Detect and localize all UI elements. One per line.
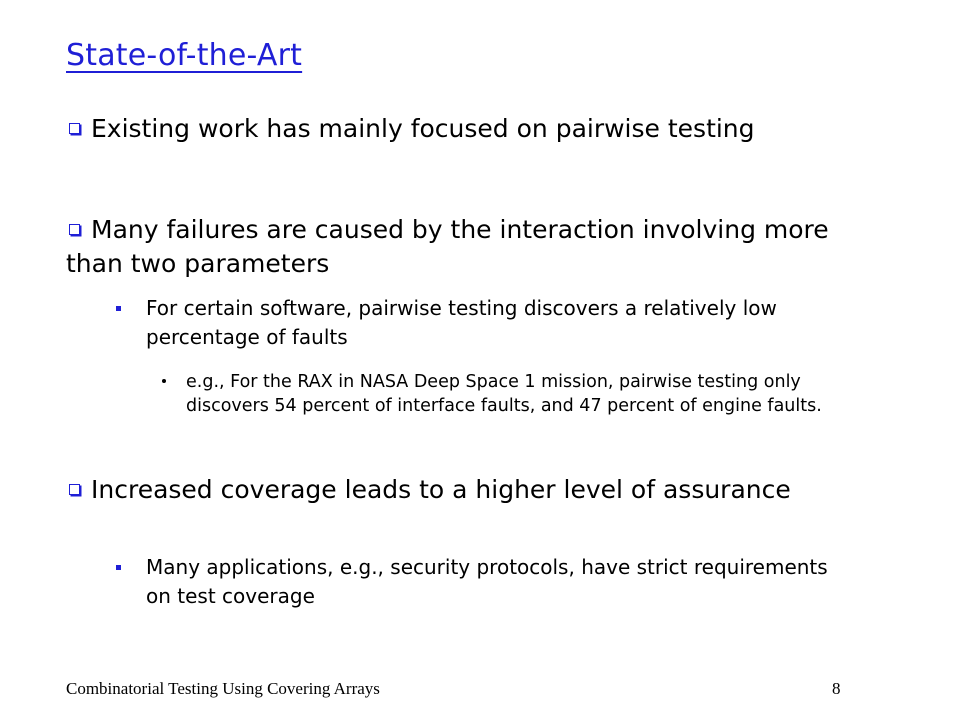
- footer-title: Combinatorial Testing Using Covering Arrays: [66, 679, 380, 698]
- bullet-text: Many applications, e.g., security protocols, have strict requirements on test coverage: [146, 555, 828, 608]
- page-number: 8: [832, 679, 841, 698]
- small-square-bullet-icon: [116, 565, 121, 570]
- bullet-level2-item: [146, 553, 836, 611]
- bullet-level3-item: [186, 370, 836, 418]
- slide-title: State-of-the-Art: [66, 38, 303, 73]
- bullet-level1-item: [66, 473, 856, 507]
- dot-bullet-icon: [162, 379, 166, 383]
- bullet-level2-item: [146, 294, 836, 352]
- bullet-level1-item: [66, 213, 856, 281]
- bullet-text: e.g., For the RAX in NASA Deep Space 1 mission, pairwise testing only discovers 54 percent of interface faults, and 47 percent of engine faults.: [186, 372, 822, 416]
- square-bullet-icon: [69, 484, 80, 495]
- square-bullet-icon: [69, 123, 80, 134]
- bullet-level1-item: [66, 112, 856, 146]
- bullet-text: Many failures are caused by the interaction involving more than two parameters: [66, 215, 829, 278]
- square-bullet-icon: [69, 224, 80, 235]
- small-square-bullet-icon: [116, 306, 121, 311]
- bullet-text: For certain software, pairwise testing discovers a relatively low percentage of faults: [146, 296, 777, 349]
- bullet-text: Increased coverage leads to a higher level of assurance: [91, 475, 791, 504]
- bullet-text: Existing work has mainly focused on pairwise testing: [91, 114, 755, 143]
